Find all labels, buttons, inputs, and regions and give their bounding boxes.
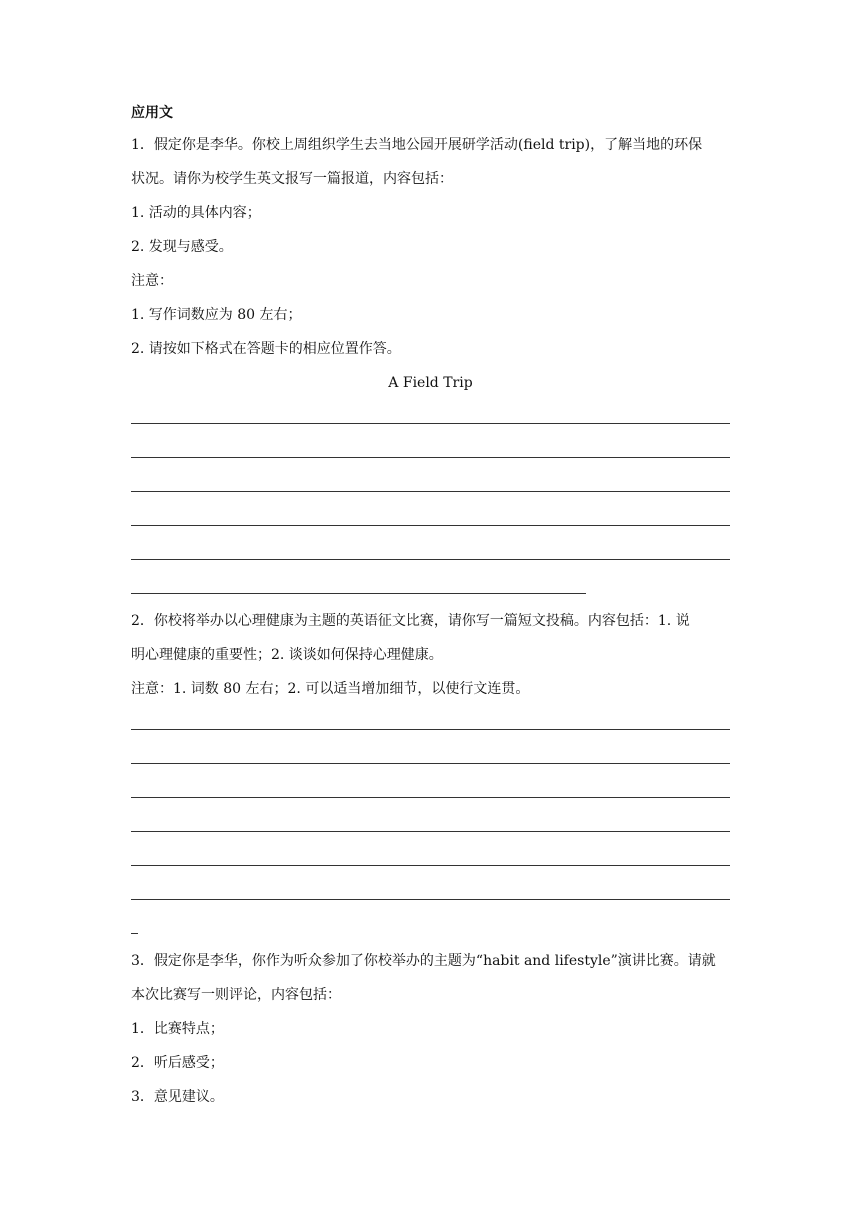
section-heading: 应用文	[131, 105, 173, 121]
answer-line	[131, 434, 730, 468]
q3-point-1: 1．比赛特点；	[131, 1021, 224, 1037]
document-page	[131, 98, 730, 1114]
answer-line	[131, 876, 730, 910]
q1-note-2: 2. 请按如下格式在答题卡的相应位置作答。	[131, 341, 401, 357]
q3-prompt-line-2: 本次比赛写一则评论，内容包括：	[131, 987, 341, 1003]
answer-line	[131, 842, 730, 876]
q1-point-1: 1. 活动的具体内容；	[131, 205, 261, 221]
q3-point-2: 2．听后感受；	[131, 1055, 224, 1071]
answer-line	[131, 774, 730, 808]
q2-prompt-line-1: 2．你校将举办以心理健康为主题的英语征文比赛，请你写一篇短文投稿。内容包括：1. 说	[131, 613, 690, 629]
answer-line-stub	[131, 910, 730, 944]
answer-line	[131, 706, 730, 740]
q3-point-3: 3．意见建议。	[131, 1089, 224, 1105]
answer-line	[131, 502, 730, 536]
q1-note-label: 注意：	[131, 273, 173, 289]
answer-line	[131, 536, 730, 570]
q1-point-2: 2. 发现与感受。	[131, 239, 233, 255]
answer-line	[131, 740, 730, 774]
q1-prompt-line-1: 1．假定你是李华。你校上周组织学生去当地公园开展研学活动(field trip)，了解当地的环保	[131, 137, 703, 153]
q2-note: 注意：1. 词数 80 左右；2. 可以适当增加细节，以使行文连贯。	[131, 681, 530, 697]
answer-line	[131, 400, 730, 434]
answer-line	[131, 468, 730, 502]
answer-line	[131, 808, 730, 842]
q3-prompt-line-1: 3．假定你是李华，你作为听众参加了你校举办的主题为“habit and lifestyle”演讲比赛。请就	[131, 953, 716, 969]
q2-prompt-line-2: 明心理健康的重要性；2. 谈谈如何保持心理健康。	[131, 647, 443, 663]
answer-line-partial	[131, 570, 730, 604]
question-3	[131, 944, 730, 1114]
q1-essay-title: A Field Trip	[388, 375, 473, 391]
q1-prompt-line-2: 状况。请你为校学生英文报写一篇报道，内容包括：	[131, 171, 453, 187]
question-1	[131, 128, 730, 604]
question-2	[131, 604, 730, 944]
q1-note-1: 1. 写作词数应为 80 左右；	[131, 307, 302, 323]
